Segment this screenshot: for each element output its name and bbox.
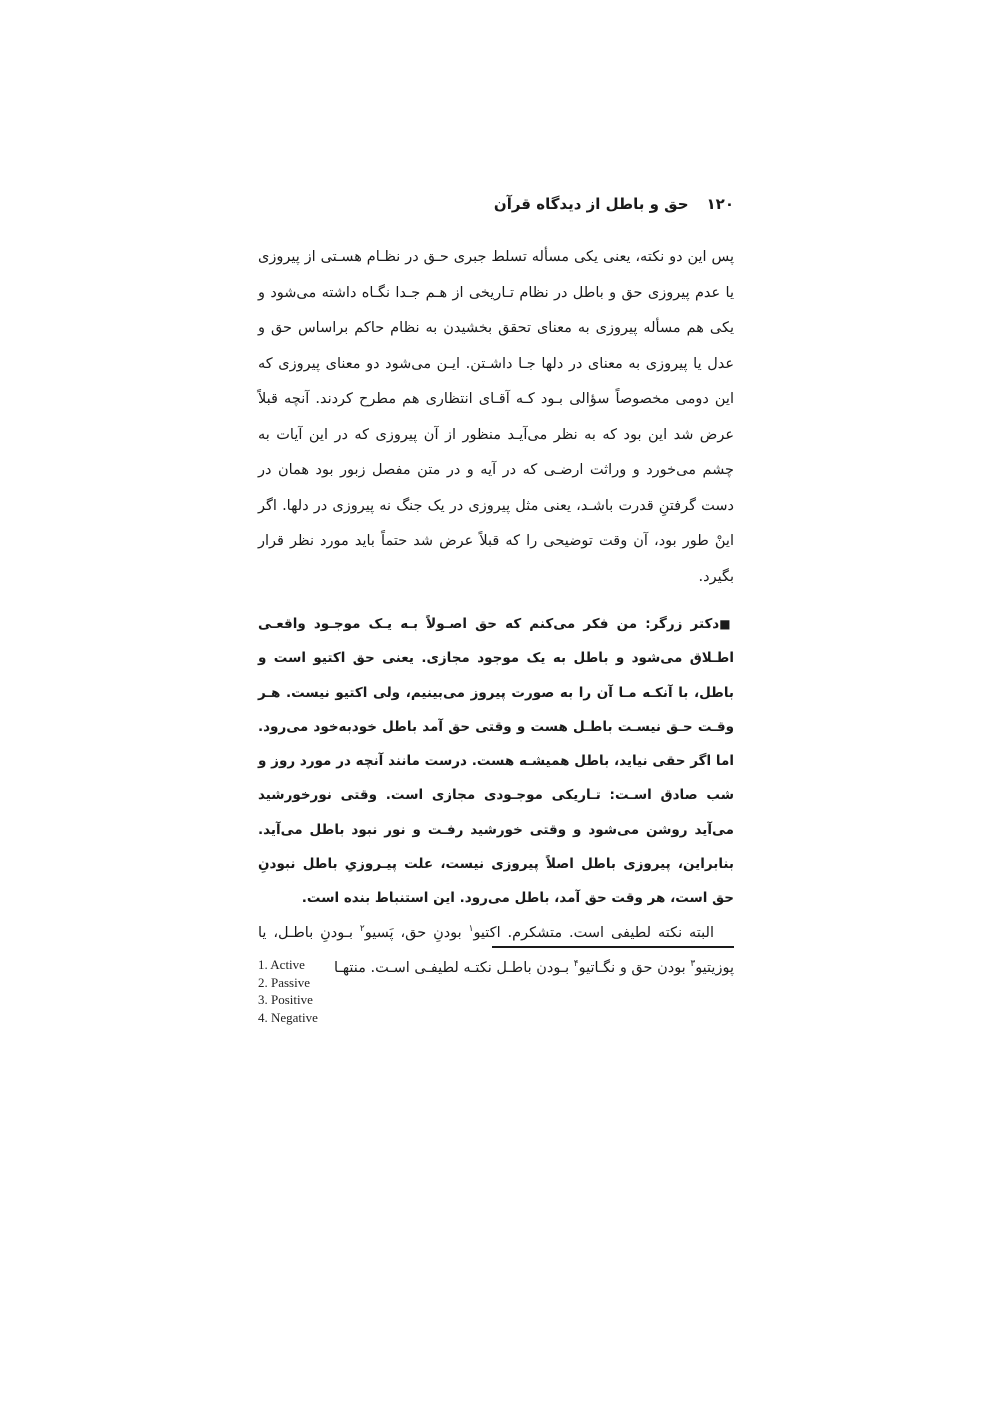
paragraph-2-text: دکتر زرگر: من فکر می‌کنم که حق اصـولاً بـه یـک موجـود واقعـی اطـلاق می‌شود و باطل به یک موجود مجازی. یعنی حق اکتیو است و باطل، با آنکـه مـا آن را به صورت پیروز می‌بینیم، ولی اکتیو نیست. هـر وقـت حـق نیسـت باطـل هست و وقتی حق آمد باطل خودبه‌خود می‌رود. اما اگر حقی نیاید، باطل همیشـه هست. درست مانند آنچه در مورد روز و شب صادق اسـت: تـاریکی موجـودی مجازی است. وقتی نورخورشید می‌آید روشن می‌شود و وقتی خورشید رفـت و نور نبود باطل می‌آید. بنابراین، پیروزی باطل اصلاً پیروزی نیست، علت پیـروزیِ باطل نبودنِ حق است، هر وقت حق آمد، باطل می‌رود. این استنباط بنده است. <box>258 616 734 907</box>
book-page <box>258 0 734 1403</box>
footnote-ref-4[interactable]: ۴ <box>573 959 579 970</box>
square-bullet-icon: ■ <box>719 617 734 631</box>
paragraph-3-part-c: بـودنِ باطـل، یا پوزیتیو <box>258 924 734 977</box>
footnote-3: 3. Positive <box>258 992 313 1007</box>
running-head <box>258 190 734 218</box>
paragraph-3-part-b: بودنِ حق، پَسیو <box>364 924 469 941</box>
paragraph-3-part-a: البته نکته لطیفی است. متشکرم. اکتیو <box>473 924 714 941</box>
book-title: حق و باطل از دیدگاه قرآن <box>493 195 689 213</box>
footnote-ref-2[interactable]: ۲ <box>359 923 365 934</box>
footnotes <box>258 956 498 1026</box>
body-text <box>258 240 734 987</box>
paragraph-3-part-d: بودن حق و نگـاتیو <box>578 960 691 977</box>
footnote-1: 1. Active <box>258 957 305 972</box>
footnote-2: 2. Passive <box>258 974 310 990</box>
footnote-ref-3[interactable]: ۳ <box>690 959 696 970</box>
footnote-ref-1[interactable]: ۱ <box>468 923 474 934</box>
paragraph-1: پس این دو نکته، یعنی یکی مسأله تسلط جبری حـق در نظـام هسـتی از پیروزی یا عدم پیروزی حق و باطل در نظام تـاریخی از هـم جـدا نگـاه داشته می‌شود و یکی هم مسأله پیروزی به معنای تحقق بخشیدن به نظام حاکم براساس حق و عدل یا پیروزی به معنای در دلها جـا داشـتن. ایـن می‌شود دو معنای پیروزی که این دومی مخصوصاً سؤالی بـود کـه آقـای انتظاری هم مطرح کردند. آنچه قبلاً عرض شد این بود که به نظر می‌آیـد منظور از آن پیروزی که در این آیات به چشم می‌خورد و وراثت ارضـی که در آیه و در متن مفصل زبور بود همان در دست گرفتنِ قدرت باشـد، یعنی مثل پیروزی در یک جنگ نه پیروزی در دلها. اگر اینْ طور بود، آن وقت توضیحی را که قبلاً عرض شد حتماً باید مورد نظر قرار بگیرد. <box>258 249 734 585</box>
footnote-4: 4. Negative <box>258 1009 318 1025</box>
footnote-divider <box>492 946 734 948</box>
paragraph-2-dr-zargar <box>258 607 734 916</box>
page-number: ۱۲۰ <box>706 195 734 213</box>
paragraph-3-part-e: بـودن باطـل نکتـه لطیفـی اسـت. منتهـا <box>334 960 574 977</box>
